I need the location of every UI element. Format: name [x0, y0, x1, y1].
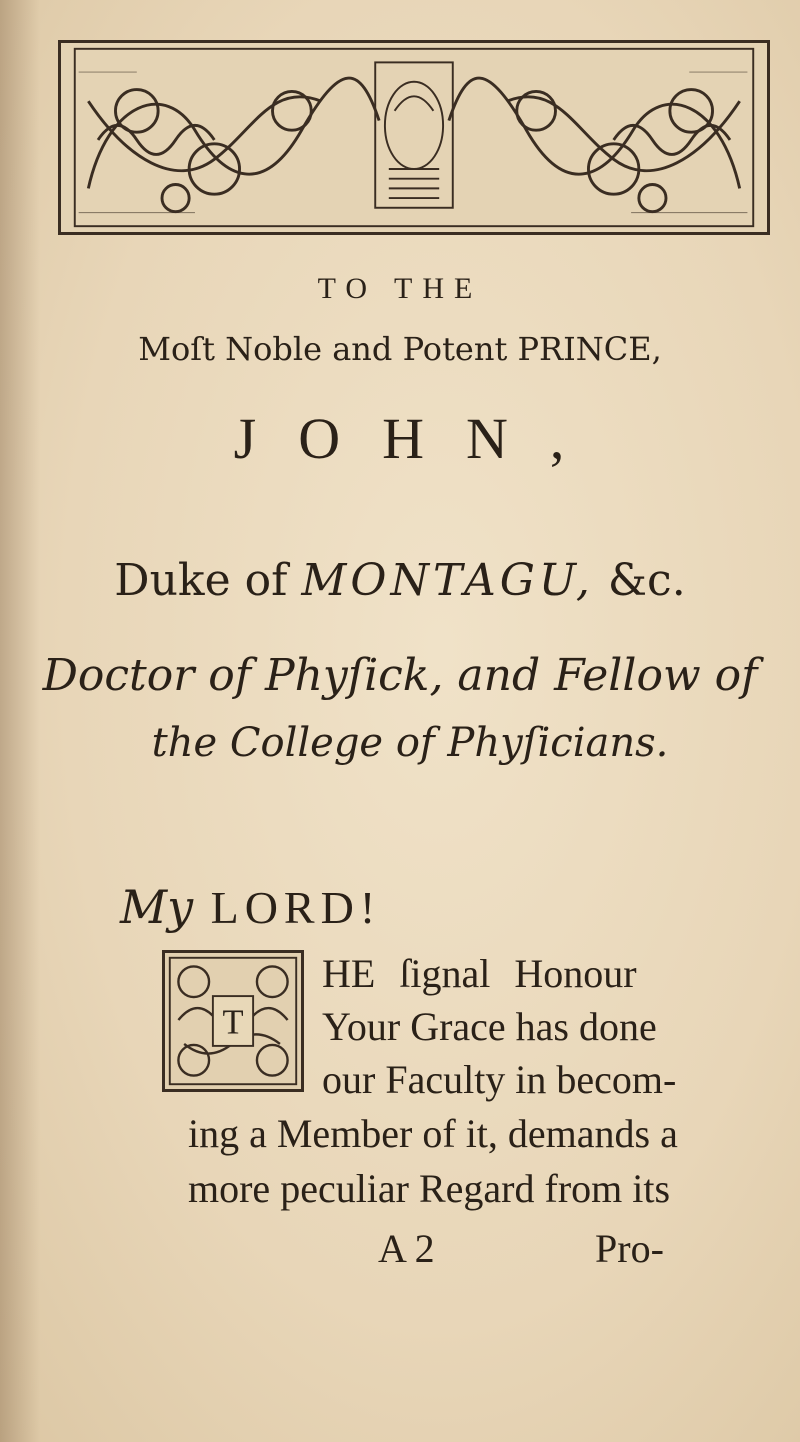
- salutation-lord: LORD!: [193, 882, 382, 933]
- duke-prefix: Duke of: [114, 555, 302, 606]
- doctor-line: Doctor of Phyſick, and Fellow of: [42, 650, 758, 701]
- body-line-5: more peculiar Regard from its: [188, 1166, 671, 1211]
- body-line-2: Your Grace has done: [322, 1004, 657, 1049]
- body-line-4: ing a Member of it, demands a: [188, 1111, 678, 1156]
- initial-letter: T: [222, 1003, 244, 1042]
- to-the-heading: TO THE: [317, 272, 483, 305]
- catchword: Pro-: [595, 1226, 664, 1271]
- duke-line: [0, 555, 800, 606]
- most-noble-line: Moſt Noble and Potent PRINCE,: [138, 330, 662, 368]
- body-line-3: our Faculty in becom-: [322, 1057, 677, 1102]
- decorated-initial-icon: [162, 950, 304, 1092]
- salutation: [120, 880, 381, 934]
- duke-title: MONTAGU,: [301, 555, 594, 606]
- initial-ornament: [165, 953, 301, 1089]
- body-line-1: HE ſignal Honour: [322, 951, 637, 996]
- duke-suffix: &c.: [593, 555, 686, 606]
- college-line: the College of Phyſicians.: [151, 720, 669, 766]
- salutation-my: My: [120, 880, 194, 934]
- ornamental-headpiece-icon: [58, 40, 770, 235]
- prince-name: JOHN,: [233, 406, 607, 471]
- signature-mark: A 2: [378, 1226, 435, 1271]
- headpiece-scrollwork: [61, 43, 767, 232]
